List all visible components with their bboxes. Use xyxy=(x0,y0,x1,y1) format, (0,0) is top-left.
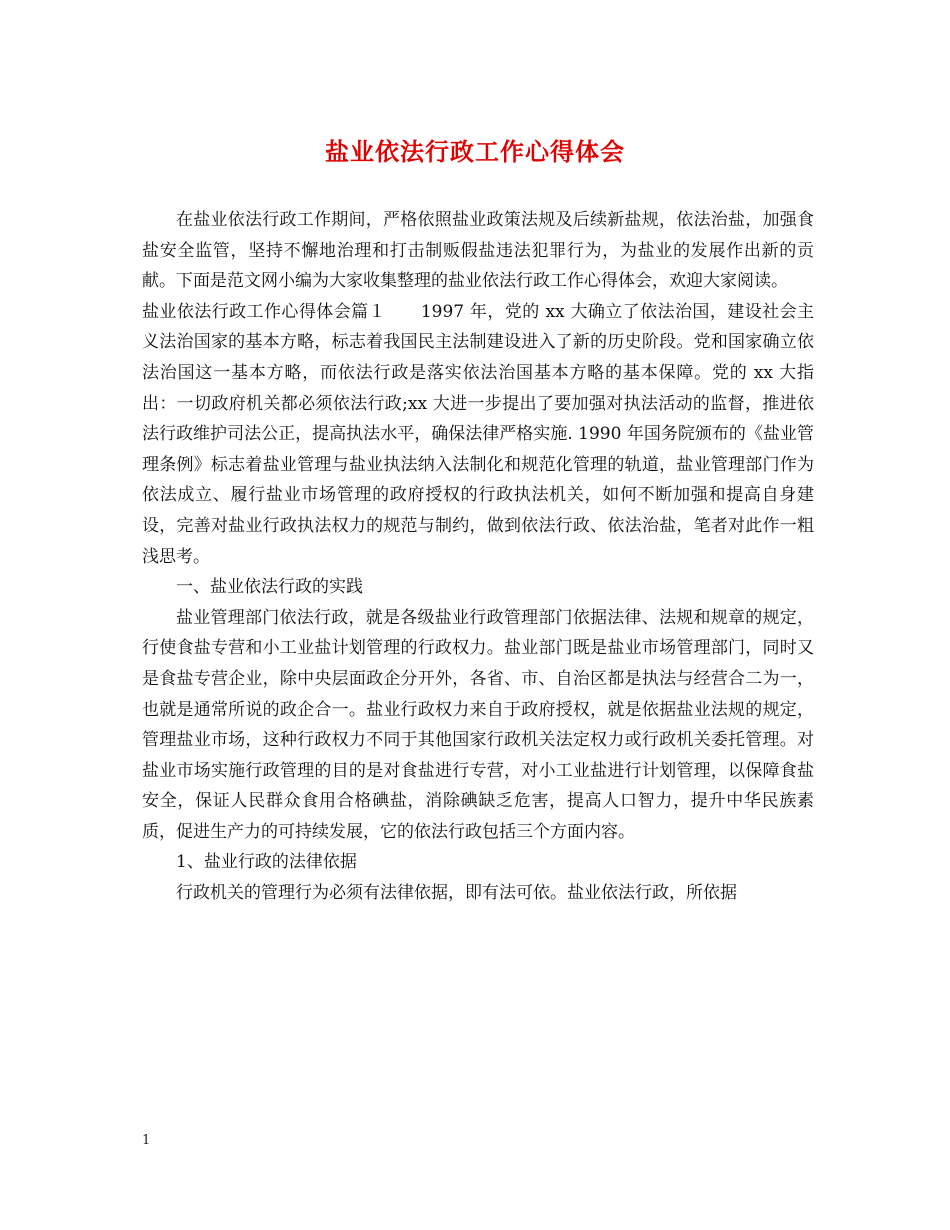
paragraph-intro: 在盐业依法行政工作期间，严格依照盐业政策法规及后续新盐规，依法治盐，加强食盐安全监管，坚持不懈地治理和打击制贩假盐违法犯罪行为，为盐业的发展作出新的贡献。下面是范文网小编为大家收集整理的盐业依法行政工作心得体会，欢迎大家阅读。 xyxy=(142,210,814,292)
document-body xyxy=(142,205,814,909)
paragraph-article-1: 盐业依法行政工作心得体会篇１ 1997 年，党的 xx 大确立了依法治国，建设社会主义法治国家的基本方略，标志着我国民主法制建设进入了新的历史阶段。党和国家确立依法治国这一基本方略，而依法行政是落实依法治国基本方略的基本保障。党的 xx 大指出：一切政府机关都必须依法行政;xx 大进一步提出了要加强对执法活动的监督，推进依法行政维护司法公正，提高执法水平，确保法律严格实施. 1990 年国务院颁布的《盐业管理条例》标志着盐业管理与盐业执法纳入法制化和规范化管理的轨道，盐业管理部门作为依法成立、履行盐业市场管理的政府授权的行政执法机关，如何不断加强和提高自身建设，完善对盐业行政执法权力的规范与制约，做到依法行政、依法治盐，笔者对此作一粗浅思考。 xyxy=(142,301,814,567)
subsection-heading-legal-basis: 1、盐业行政的法律依据 xyxy=(176,852,357,873)
paragraph-practice: 盐业管理部门依法行政，就是各级盐业行政管理部门依据法律、法规和规章的规定，行使食盐专营和小工业盐计划管理的行政权力。盐业部门既是盐业市场管理部门，同时又是食盐专营企业，除中央层面政企分开外，各省、市、自治区都是执法与经营合二为一，也就是通常所说的政企合一。盐业行政权力来自于政府授权，就是依据盐业法规的规定，管理盐业市场，这种行政权力不同于其他国家行政机关法定权力或行政机关委托管理。对盐业市场实施行政管理的目的是对食盐进行专营，对小工业盐进行计划管理，以保障食盐安全，保证人民群众食用合格碘盐，消除碘缺乏危害，提高人口智力，提升中华民族素质，促进生产力的可持续发展，它的依法行政包括三个方面内容。 xyxy=(142,607,814,842)
section-heading-practice: 一、盐业依法行政的实践 xyxy=(176,577,363,598)
page-number: 1 xyxy=(142,1133,151,1148)
paragraph-legal-basis: 行政机关的管理行为必须有法律依据，即有法可依。盐业依法行政，所依据 xyxy=(176,883,737,904)
document-title: 盐业依法行政工作心得体会 xyxy=(325,137,625,166)
